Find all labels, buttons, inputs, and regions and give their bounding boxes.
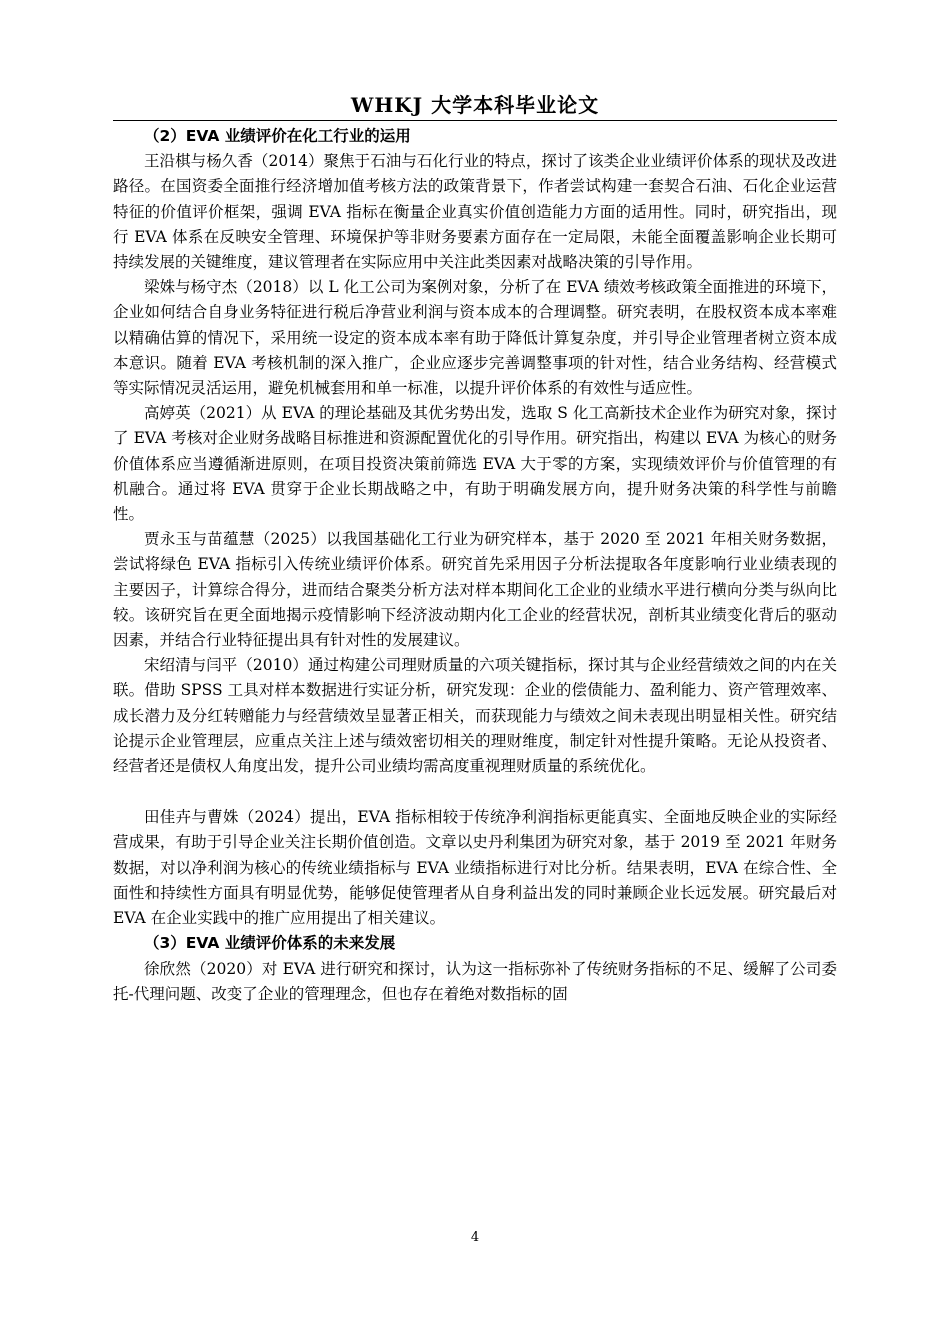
page-number: 4: [470, 1230, 480, 1245]
paragraph: 高婷英（2021）从 EVA 的理论基础及其优劣势出发，选取 S 化工高新技术企业作为研究对象，探讨了 EVA 考核对企业财务战略目标推进和资源配置优化的引导作用。研究指出，构建以 EVA 为核心的财务价值体系应当遵循渐进原则，在项目投资决策前筛选 EVA 大于零的方案，实现绩效评价与价值管理的有机融合。通过将 EVA 贯穿于企业长期战略之中，有助于明确发展方向，提升财务决策的科学性与前瞻性。: [113, 404, 837, 524]
paragraph: 宋绍清与闫平（2010）通过构建公司理财质量的六项关键指标，探讨其与企业经营绩效之间的内在关联。借助 SPSS 工具对样本数据进行实证分析，研究发现：企业的偿债能力、盈利能力、资产管理效率、成长潜力及分红转赠能力与经营绩效呈显著正相关，而获现能力与绩效之间未表现出明显相关性。研究结论提示企业管理层，应重点关注上述与绩效密切相关的理财维度，制定针对性提升策略。无论从投资者、经营者还是债权人角度出发，提升公司业绩均需高度重视理财质量的系统优化。: [113, 656, 837, 776]
paragraph: 田佳卉与曹姝（2024）提出，EVA 指标相较于传统净利润指标更能真实、全面地反映企业的实际经营成果，有助于引导企业关注长期价值创造。文章以史丹利集团为研究对象，基于 2019 至 2021 年财务数据，对以净利润为核心的传统业绩指标与 EVA 业绩指标进行对比分析。结果表明，EVA 在综合性、全面性和持续性方面具有明显优势，能够促使管理者从自身利益出发的同时兼顾企业长远发展。研究最后对 EVA 在企业实践中的推广应用提出了相关建议。: [113, 808, 837, 928]
section-heading: （2）EVA 业绩评价在化工行业的运用: [144, 127, 411, 145]
paragraph: 贾永玉与苗蕴慧（2025）以我国基础化工行业为研究样本，基于 2020 至 2021 年相关财务数据，尝试将绿色 EVA 指标引入传统业绩评价体系。研究首先采用因子分析法提取各年度影响行业业绩表现的主要因子，计算综合得分，进而结合聚类分析方法对样本期间化工企业的业绩水平进行横向分类与纵向比较。该研究旨在更全面地揭示疫情影响下经济波动期内化工企业的经营状况，剖析其业绩变化背后的驱动因素，并结合行业特征提出具有针对性的发展建议。: [113, 530, 837, 650]
paragraph-spacer: [113, 779, 837, 805]
body-content: [113, 124, 837, 1007]
paragraph: 徐欣然（2020）对 EVA 进行研究和探讨，认为这一指标弥补了传统财务指标的不足、缓解了公司委托-代理问题、改变了企业的管理理念，但也存在着绝对数指标的固: [113, 959, 837, 1003]
paragraph: 梁姝与杨守杰（2018）以 L 化工公司为案例对象，分析了在 EVA 绩效考核政策全面推进的环境下，企业如何结合自身业务特征进行税后净营业利润与资本成本的合理调整。研究表明，在股权资本成本率难以精确估算的情况下，采用统一设定的资本成本率有助于降低计算复杂度，并引导企业管理者树立资本成本意识。随着 EVA 考核机制的深入推广，企业应逐步完善调整事项的针对性，结合业务结构、经营模式等实际情况灵活运用，避免机械套用和单一标准，以提升评价体系的有效性与适应性。: [113, 278, 837, 398]
paragraph: 王沿棋与杨久香（2014）聚焦于石油与石化行业的特点，探讨了该类企业业绩评价体系的现状及改进路径。在国资委全面推行经济增加值考核方法的政策背景下，作者尝试构建一套契合石油、石化企业运营特征的价值评价框架，强调 EVA 指标在衡量企业真实价值创造能力方面的适用性。同时，研究指出，现行 EVA 体系在反映安全管理、环境保护等非财务要素方面存在一定局限，未能全面覆盖影响企业长期可持续发展的关键维度，建议管理者在实际应用中关注此类因素对战略决策的引导作用。: [113, 152, 837, 272]
section-heading: （3）EVA 业绩评价体系的未来发展: [144, 934, 396, 953]
header-divider: [113, 120, 837, 121]
running-header-title: WHKJ 大学本科毕业论文: [350, 93, 600, 117]
